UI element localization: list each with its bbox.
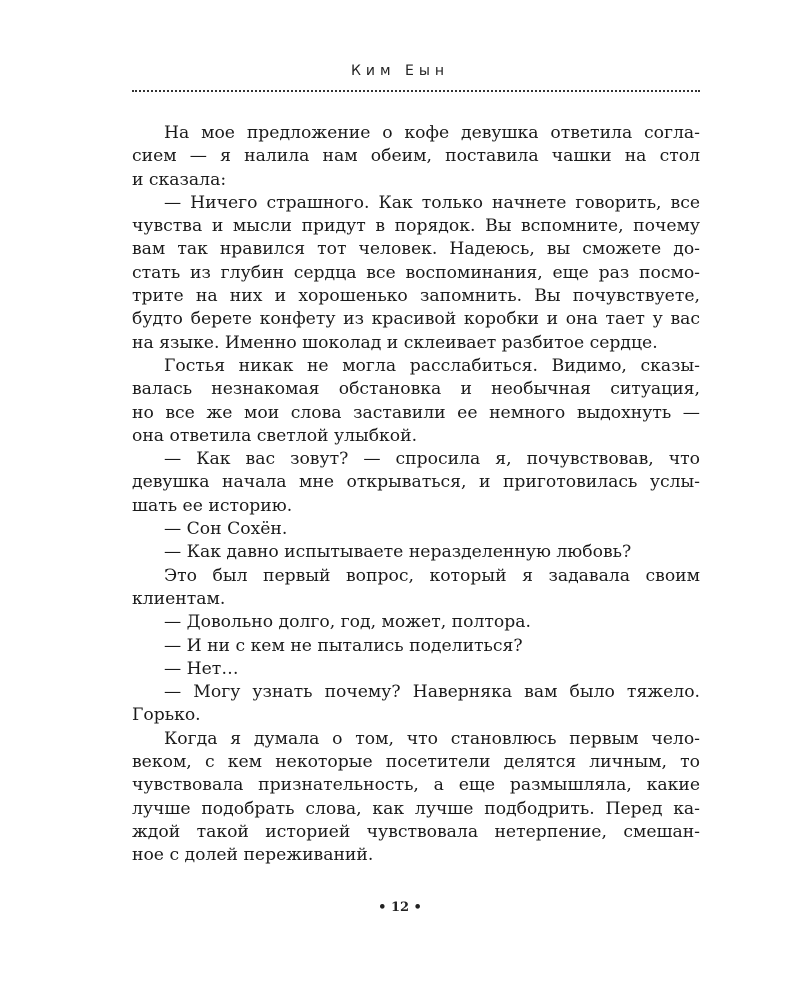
text-line: стать из глубин сердца все воспоминания, еще раз посмо-	[132, 262, 700, 283]
text-line: шать ее историю.	[132, 495, 293, 516]
text-line: — Довольно долго, год, может, полтора.	[164, 612, 531, 633]
text-line: Когда я думала о том, что становлюсь первым чело-	[164, 728, 700, 749]
text-line: На мое предложение о кофе девушка ответила согла-	[164, 123, 700, 143]
text-line: девушка начала мне открываться, и приготовилась услы-	[132, 472, 700, 493]
text-line: — Сон Сохён.	[164, 519, 288, 540]
text-line: ное с долей переживаний.	[132, 845, 374, 866]
text-line: чувствовала признательность, а еще размышляла, какие	[132, 775, 700, 796]
text-line: — Как вас зовут? — спросила я, почувствовав, что	[164, 449, 700, 470]
text-line: будто берете конфету из красивой коробки и она тает у вас	[132, 309, 700, 330]
body-text	[132, 122, 700, 868]
text-line: Гостья никак не могла расслабиться. Видимо, сказы-	[164, 355, 700, 376]
text-line: — Ничего страшного. Как только начнете говорить, все	[164, 192, 700, 213]
text-line: валась незнакомая обстановка и необычная ситуация,	[132, 379, 700, 400]
text-line: на языке. Именно шоколад и склеивает разбитое сердце.	[132, 332, 658, 353]
text-line: она ответила светлой улыбкой.	[132, 425, 418, 446]
text-line: Это был первый вопрос, который я задавала своим	[164, 565, 700, 586]
text-line: чувства и мысли придут в порядок. Вы вспомните, почему	[132, 216, 700, 237]
text-line: клиентам.	[132, 588, 226, 609]
text-line: — Нет…	[164, 658, 239, 679]
text-line: лучше подобрать слова, как лучше подбодрить. Перед ка-	[132, 798, 700, 819]
text-line: — И ни с кем не пытались поделиться?	[164, 635, 523, 656]
running-header-author: Ким Еын	[350, 63, 450, 79]
text-line: и сказала:	[132, 169, 227, 190]
text-line: веком, с кем некоторые посетители делятся личным, то	[132, 752, 700, 773]
text-line: — Как давно испытываете неразделенную любовь?	[164, 542, 632, 563]
text-line: — Могу узнать почему? Наверняка вам было тяжело.	[164, 682, 700, 703]
text-line: ждой такой историей чувствовала нетерпение, смешан-	[132, 821, 700, 842]
text-line: трите на них и хорошенько запомнить. Вы почувствуете,	[132, 286, 700, 307]
text-line: но все же мои слова заставили ее немного выдохнуть —	[132, 402, 700, 423]
text-line: Горько.	[132, 705, 201, 726]
text-line: вам так нравился тот человек. Надеюсь, вы сможете до-	[132, 239, 700, 260]
header-dotted-rule	[132, 90, 700, 92]
text-line: сием — я налила нам обеим, поставила чашки на стол	[132, 146, 700, 167]
page-number: • 12 •	[378, 900, 422, 915]
